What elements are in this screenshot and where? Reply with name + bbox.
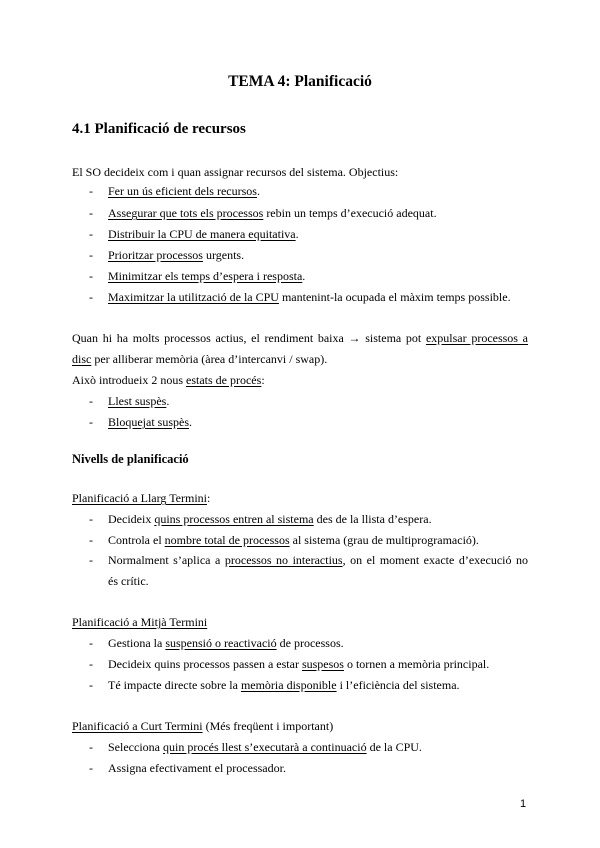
list-item: Distribuir la CPU de manera equitativa. bbox=[108, 227, 299, 241]
list-dash: - bbox=[89, 269, 93, 283]
subsection-label: Planificació a Curt Termini (Més freqüent i important) bbox=[72, 719, 334, 733]
list-item: Assegurar que tots els processos rebin un temps d’execució adequat. bbox=[108, 206, 437, 220]
list-item: Minimitzar els temps d’espera i resposta. bbox=[108, 269, 306, 283]
list-dash: - bbox=[89, 184, 93, 198]
list-item: Té impacte directe sobre la memòria disponible i l’eficiència del sistema. bbox=[108, 678, 460, 692]
page-number: 1 bbox=[520, 798, 527, 810]
list-dash: - bbox=[89, 227, 93, 241]
list-dash: - bbox=[89, 657, 93, 671]
list-dash: - bbox=[89, 553, 93, 567]
list-item: Llest suspès. bbox=[108, 394, 170, 408]
list-dash: - bbox=[89, 740, 93, 754]
list-item: Normalment s’aplica a processos no interactius, on el moment exacte d’execució no bbox=[108, 553, 529, 567]
intro-paragraph: El SO decideix com i quan assignar recursos del sistema. Objectius: bbox=[72, 165, 399, 179]
list-dash: - bbox=[89, 678, 93, 692]
section-heading: 4.1 Planificació de recursos bbox=[72, 121, 246, 137]
list-dash: - bbox=[89, 206, 93, 220]
list-item: Fer un ús eficient dels recursos. bbox=[108, 184, 260, 198]
paragraph-line: Això introdueix 2 nous estats de procés: bbox=[72, 373, 265, 387]
list-item: Selecciona quin procés llest s’executarà a continuació de la CPU. bbox=[108, 740, 422, 754]
list-item: Gestiona la suspensió o reactivació de processos. bbox=[108, 636, 344, 650]
subsection-label: Planificació a Mitjà Termini bbox=[72, 615, 208, 629]
list-dash: - bbox=[89, 394, 93, 408]
list-item: Controla el nombre total de processos al sistema (grau de multiprogramació). bbox=[108, 533, 479, 547]
list-dash: - bbox=[89, 512, 93, 526]
list-dash: - bbox=[89, 415, 93, 429]
list-item: Decideix quins processos entren al sistema des de la llista d’espera. bbox=[108, 512, 432, 526]
subsection-label: Planificació a Llarg Termini: bbox=[72, 491, 211, 505]
list-dash: - bbox=[89, 533, 93, 547]
list-item: Bloquejat suspès. bbox=[108, 415, 192, 429]
subsection-heading: Nivells de planificació bbox=[72, 452, 189, 466]
list-dash: - bbox=[89, 636, 93, 650]
paragraph-line: disc per alliberar memòria (àrea d’intercanvi / swap). bbox=[72, 352, 328, 366]
list-item: Assigna efectivament el processador. bbox=[108, 761, 286, 775]
list-item: Prioritzar processos urgents. bbox=[108, 248, 245, 262]
paragraph-line: Quan hi ha molts processos actius, el rendiment baixa → sistema pot expulsar processos a bbox=[72, 331, 528, 345]
list-item: Maximitzar la utilització de la CPU mantenint-la ocupada el màxim temps possible. bbox=[108, 290, 511, 304]
list-item: Decideix quins processos passen a estar suspesos o tornen a memòria principal. bbox=[108, 657, 490, 671]
list-item-continuation: és crític. bbox=[108, 574, 149, 588]
list-dash: - bbox=[89, 290, 93, 304]
page-title: TEMA 4: Planificació bbox=[228, 73, 372, 90]
list-dash: - bbox=[89, 761, 93, 775]
list-dash: - bbox=[89, 248, 93, 262]
